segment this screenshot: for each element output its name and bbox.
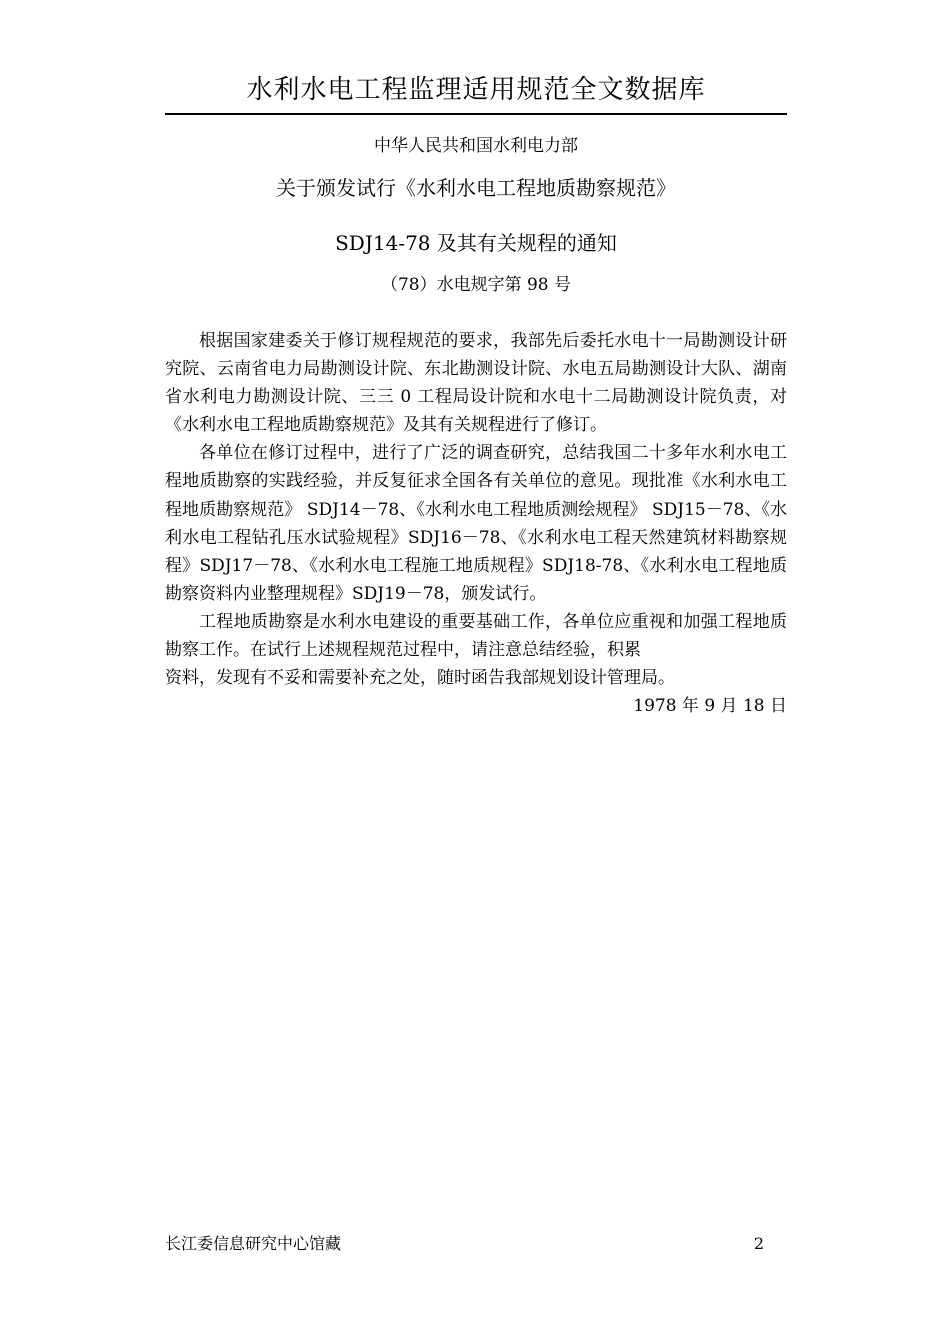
body-paragraph-3: 工程地质勘察是水利水电建设的重要基础工作，各单位应重视和加强工程地质勘察工作。在试行上述规程规范过程中，请注意总结经验，积累 资料，发现有不妥和需要补充之处，随时函告我部规划设计管理局。 — [165, 611, 787, 689]
notice-title-line-1: 关于颁发试行《水利水电工程地质勘察规范》 — [276, 176, 676, 200]
header-divider — [165, 113, 787, 115]
notice-title-line-2: SDJ14-78 及其有关规程的通知 — [335, 231, 617, 255]
document-number: （78）水电规字第 98 号 — [380, 275, 572, 295]
body-paragraph-2: 各单位在修订过程中，进行了广泛的调查研究，总结我国二十多年水利水电工程地质勘察的实践经验，并反复征求全国各有关单位的意见。现批准《水利水电工程地质勘察规范》 SDJ14－78、《水利水电工程地质测绘规程》 SDJ15－78、《水利水电工程钻孔压水试验规程》SDJ16－78、《水利水电工程天然建筑材料勘察规程》SDJ17－78、《水利水电工程施工地质规程》SDJ18-78、《水利水电工程地质勘察资料内业整理规程》SDJ19－78，颁发试行。 — [165, 443, 787, 604]
page-number: 2 — [753, 1234, 764, 1253]
issue-date: 1978 年 9 月 18 日 — [633, 696, 787, 717]
footer-collection-note: 长江委信息研究中心馆藏 — [165, 1234, 342, 1253]
notice-body — [165, 327, 787, 720]
issuer-line: 中华人民共和国水利电力部 — [374, 136, 578, 156]
body-paragraph-1: 根据国家建委关于修订规程规范的要求，我部先后委托水电十一局勘测设计研究院、云南省电力局勘测设计院、东北勘测设计院、水电五局勘测设计大队、湖南省水利电力勘测设计院、三三 0 工程局设计院和水电十二局勘测设计院负责，对《水利水电工程地质勘察规范》及其有关规程进行了修订。 — [165, 331, 787, 436]
page-header-title: 水利水电工程监理适用规范全文数据库 — [246, 75, 706, 105]
